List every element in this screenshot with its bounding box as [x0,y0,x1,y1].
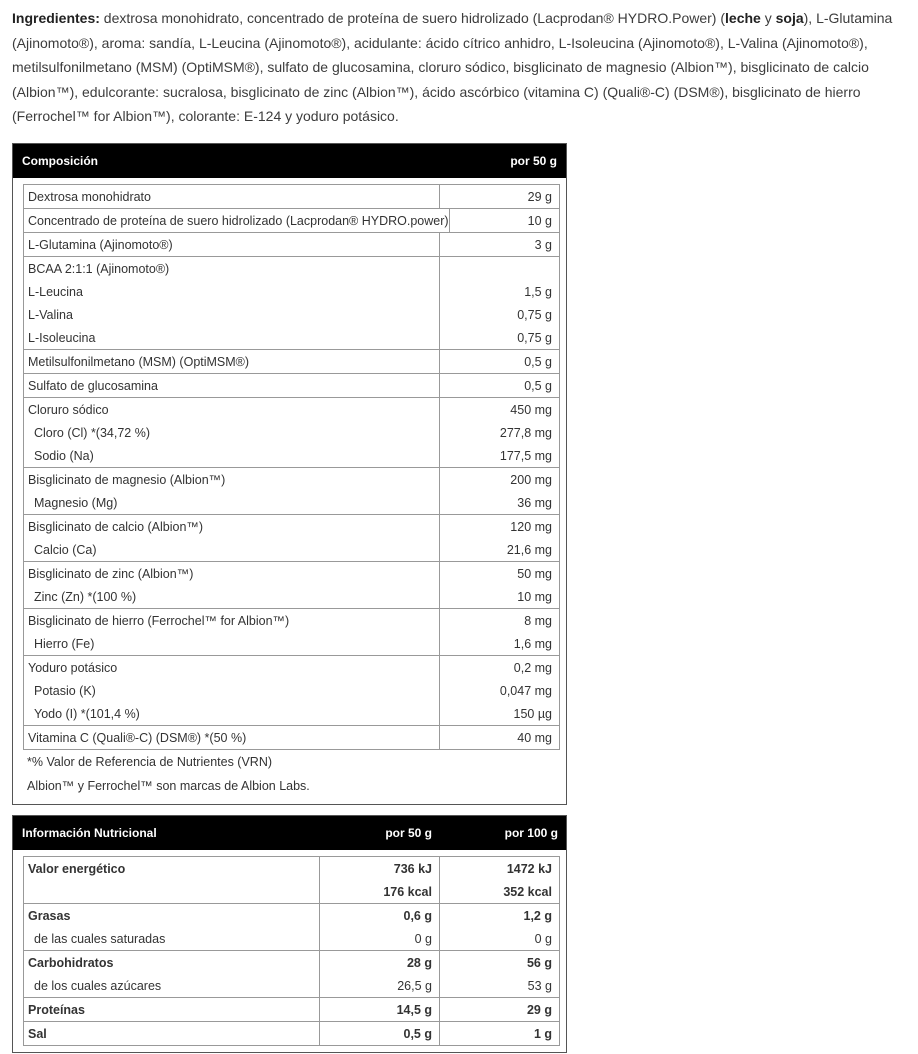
composition-item-value: 177,5 mg [439,444,559,467]
nutrition-value-per100: 1 g [439,1022,559,1045]
nutrition-group [23,903,560,950]
composition-row [24,585,559,608]
composition-item-value [439,257,559,280]
composition-group [23,397,560,467]
composition-row [24,444,559,467]
composition-item-name: Magnesio (Mg) [34,495,118,510]
composition-item-value: 277,8 mg [439,421,559,444]
composition-item-value: 450 mg [439,398,559,421]
nutrition-value-per50: 26,5 g [319,974,439,997]
nutrition-row [24,1022,559,1045]
nutrition-row [24,904,559,927]
composition-header-label: Composición [22,154,99,168]
nutrition-row [24,974,559,997]
composition-row [24,421,559,444]
composition-item-name: L-Isoleucina [28,330,96,345]
composition-item-name: L-Leucina [28,284,83,299]
composition-item-value: 0,5 g [439,350,559,373]
composition-group [23,725,560,749]
allergen-milk: leche [725,10,761,26]
composition-item-name: Bisglicinato de hierro (Ferrochel™ for Albion™) [28,613,290,628]
composition-item-name: Hierro (Fe) [34,636,95,651]
composition-item-value: 10 mg [439,585,559,608]
nutrition-value-per50: 0,6 g [319,904,439,927]
composition-group [23,349,560,373]
ingredients-text-1: dextrosa monohidrato, concentrado de proteína de suero hidrolizado (Lacprodan® HYDRO.Power) ( [99,10,726,26]
composition-item-value: 10 g [449,209,559,232]
nutrition-row [24,880,559,903]
composition-item-value: 120 mg [439,515,559,538]
composition-item-value: 1,6 mg [439,632,559,655]
composition-item-value: 0,2 mg [439,656,559,679]
nutrition-table [12,815,567,1053]
composition-item-name: Dextrosa monohidrato [28,189,151,204]
nutrition-value-per100: 352 kcal [439,880,559,903]
nutrition-group [23,997,560,1021]
composition-item-name: Sulfato de glucosamina [28,378,158,393]
composition-row [24,632,559,655]
composition-footnote: *% Valor de Referencia de Nutrientes (VRN) [23,749,560,774]
composition-header [13,144,566,178]
composition-item-name: Concentrado de proteína de suero hidrolizado (Lacprodan® HYDRO.power) [28,213,449,228]
composition-item-name: Bisglicinato de zinc (Albion™) [28,566,194,581]
nutrition-group [23,1021,560,1046]
composition-row [24,257,559,280]
composition-item-name: L-Valina [28,307,73,322]
composition-row [24,538,559,561]
composition-footnote: Albion™ y Ferrochel™ son marcas de Albion Labs. [27,779,310,793]
nutrition-header [13,816,566,850]
composition-item-value: 36 mg [439,491,559,514]
composition-group [23,655,560,725]
composition-group [23,608,560,655]
composition-group [23,232,560,256]
ingredients-label: Ingredientes: [12,10,100,26]
composition-row [24,233,559,256]
composition-item-name: Sodio (Na) [34,448,94,463]
nutrition-item-name: Grasas [28,908,71,923]
composition-item-value: 3 g [439,233,559,256]
nutrition-header-per50: por 50 g [385,826,432,840]
composition-item-value: 0,75 g [439,326,559,349]
nutrition-value-per50: 176 kcal [319,880,439,903]
composition-group [23,256,560,349]
composition-header-per: por 50 g [510,154,557,168]
nutrition-item-name: de las cuales saturadas [34,931,166,946]
composition-row [24,702,559,725]
ingredients-text-2: y [760,10,776,26]
nutrition-value-per100: 29 g [439,998,559,1021]
composition-body [13,178,566,804]
composition-item-name: Potasio (K) [34,683,96,698]
nutrition-header-per100: por 100 g [504,826,558,840]
composition-row [24,679,559,702]
nutrition-value-per50: 0 g [319,927,439,950]
composition-row [24,468,559,491]
composition-item-value: 0,5 g [439,374,559,397]
nutrition-value-per100: 0 g [439,927,559,950]
nutrition-item-name: Valor energético [28,861,126,876]
composition-item-name: Cloruro sódico [28,402,109,417]
composition-row [24,280,559,303]
composition-item-name: Yodo (I) *(101,4 %) [34,706,140,721]
composition-group [23,373,560,397]
composition-item-name: Cloro (Cl) *(34,72 %) [34,425,151,440]
composition-row [24,209,559,232]
nutrition-group [23,950,560,997]
composition-group [23,561,560,608]
ingredients-paragraph [12,6,912,129]
composition-item-value: 0,75 g [439,303,559,326]
nutrition-row [24,927,559,950]
nutrition-row [24,998,559,1021]
composition-item-value: 8 mg [439,609,559,632]
composition-row [24,515,559,538]
composition-row [24,562,559,585]
composition-item-value: 40 mg [439,726,559,749]
nutrition-item-name: Sal [28,1026,47,1041]
composition-row [24,303,559,326]
nutrition-value-per50: 28 g [319,951,439,974]
composition-item-name: Bisglicinato de calcio (Albion™) [28,519,204,534]
composition-item-name: Calcio (Ca) [34,542,97,557]
composition-row [24,374,559,397]
composition-group [23,184,560,208]
nutrition-item-name: de los cuales azúcares [34,978,162,993]
composition-item-name: Vitamina C (Quali®-C) (DSM®) *(50 %) [28,730,247,745]
composition-row [24,656,559,679]
nutrition-item-name: Proteínas [28,1002,85,1017]
nutrition-row [24,857,559,880]
ingredients-text-3: ), L-Glutamina (Ajinomoto®), aroma: sandía, L-Leucina (Ajinomoto®), acidulante: ácido cítrico anhidro, L-Isoleucina (Ajinomoto®), L-Valina (Ajinomoto®), metilsulfonilmetano (MSM) (OptiMSM®), sulfato de glucosamina, cloruro sódico, bisglicinato de magnesio (Albion™), bisglicinato de calcio (Albion™), edulcorante: sucralosa, bisglicinato de zinc (Albion™), ácido ascórbico (vitamina C) (Quali®-C) (DSM®), bisglicinato de hierro (Ferrochel™ for Albion™), colorante: E-124 y yoduro potásico. [12,10,893,124]
nutrition-value-per100: 1472 kJ [439,857,559,880]
composition-row [24,726,559,749]
composition-group [23,208,560,232]
nutrition-value-per100: 53 g [439,974,559,997]
composition-item-value: 21,6 mg [439,538,559,561]
nutrition-body [13,850,566,1052]
nutrition-group [23,856,560,903]
composition-row [24,185,559,208]
composition-row [24,326,559,349]
composition-item-name: Zinc (Zn) *(100 %) [34,589,137,604]
composition-item-value: 50 mg [439,562,559,585]
composition-item-name: Metilsulfonilmetano (MSM) (OptiMSM®) [28,354,250,369]
composition-item-name: BCAA 2:1:1 (Ajinomoto®) [28,261,170,276]
composition-item-name: Bisglicinato de magnesio (Albion™) [28,472,226,487]
composition-group [23,514,560,561]
composition-table [12,143,567,805]
nutrition-value-per50: 0,5 g [319,1022,439,1045]
composition-row [24,491,559,514]
composition-item-name: Yoduro potásico [28,660,118,675]
composition-group [23,467,560,514]
allergen-soy: soja [775,10,804,26]
nutrition-item-name: Carbohidratos [28,955,114,970]
nutrition-value-per50: 14,5 g [319,998,439,1021]
composition-item-name: L-Glutamina (Ajinomoto®) [28,237,173,252]
composition-item-value: 200 mg [439,468,559,491]
nutrition-row [24,951,559,974]
nutrition-value-per50: 736 kJ [319,857,439,880]
nutrition-header-label: Información Nutricional [22,826,157,840]
nutrition-value-per100: 56 g [439,951,559,974]
composition-item-value: 29 g [439,185,559,208]
composition-item-value: 150 µg [439,702,559,725]
nutrition-value-per100: 1,2 g [439,904,559,927]
composition-item-value: 1,5 g [439,280,559,303]
composition-row [24,609,559,632]
composition-row [24,398,559,421]
composition-item-value: 0,047 mg [439,679,559,702]
composition-row [24,350,559,373]
